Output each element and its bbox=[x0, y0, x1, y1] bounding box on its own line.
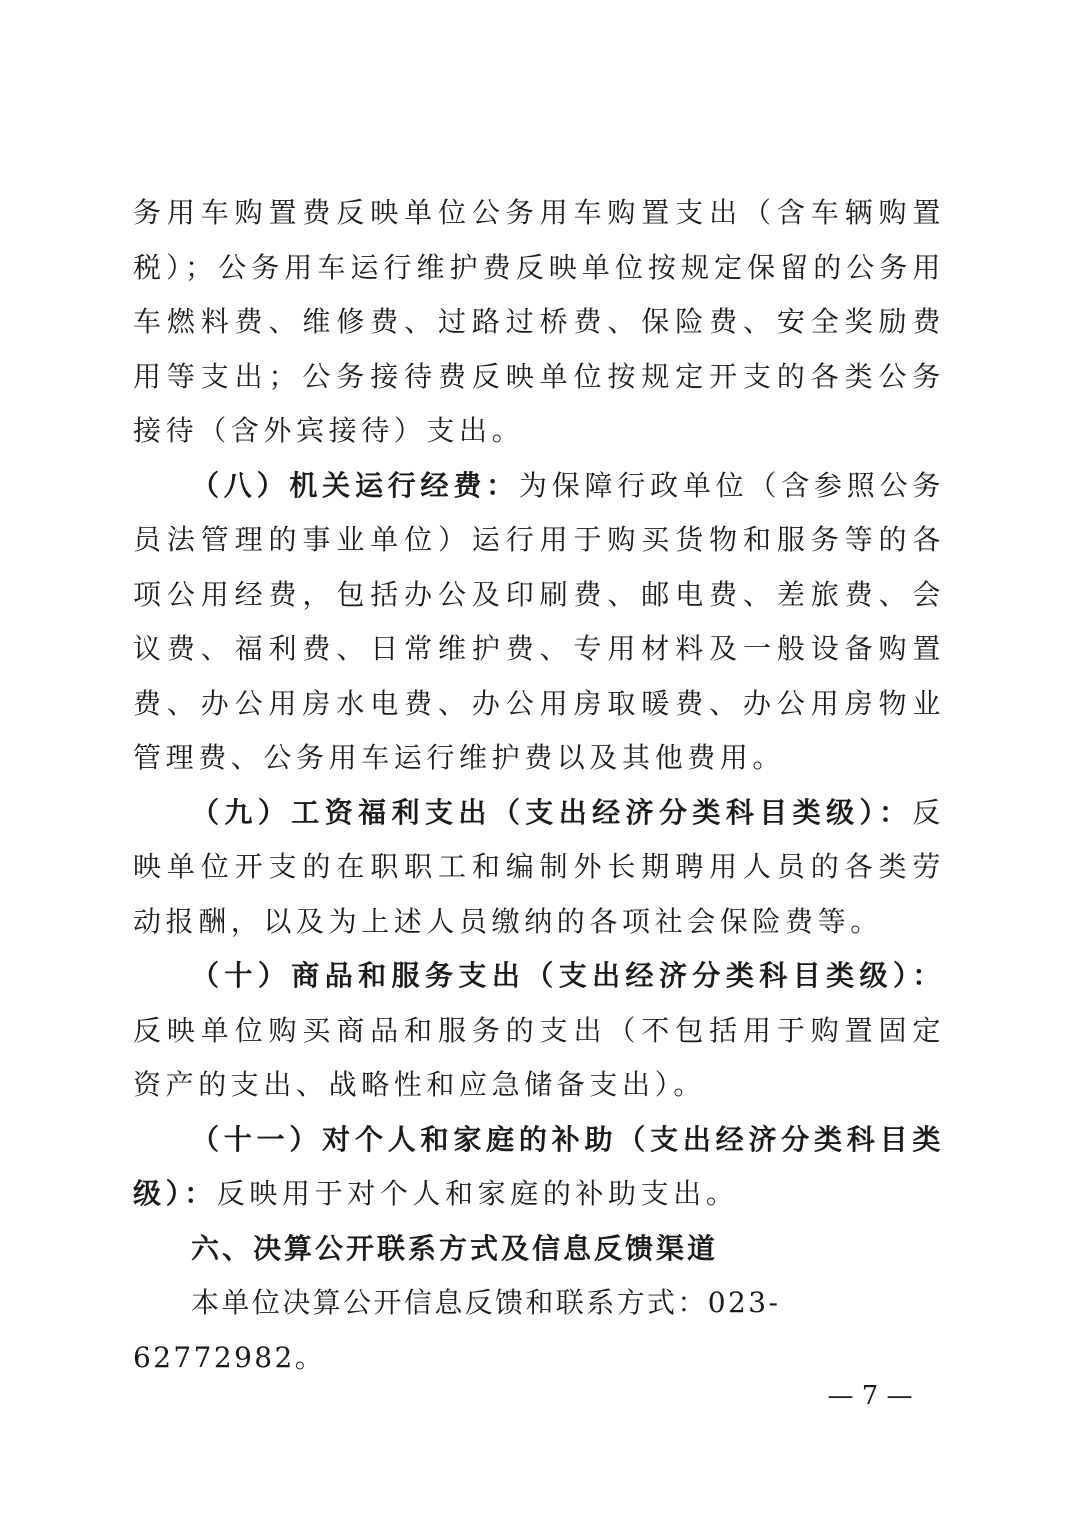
page-number: — 7 — bbox=[827, 1381, 913, 1411]
term-heading-office-operating: （八）机关运行经费： bbox=[191, 468, 519, 502]
term-heading-household-subsidies: （十一）对个人和家庭的补助（支出经济分类科目类级）： bbox=[133, 1122, 945, 1210]
term-heading-goods-services: （十）商品和服务支出（支出经济分类科目类级）： bbox=[191, 959, 945, 992]
paragraph-wage-welfare bbox=[133, 786, 945, 950]
term-definition-goods-services: 反映单位购买商品和服务的支出（不包括用于购置固定资产的支出、战略性和应急储备支出）。 bbox=[133, 1013, 945, 1101]
paragraph-household-subsidies bbox=[133, 1113, 945, 1222]
paragraph-vehicle-expenses: 务用车购置费反映单位公务用车购置支出（含车辆购置税）；公务用车运行维护费反映单位按规定保留的公务用车燃料费、维修费、过路过桥费、保险费、安全奖励费用等支出；公务接待费反映单位按规定开支的各类公务接待（含外宾接待）支出。 bbox=[133, 196, 945, 447]
document-body bbox=[133, 186, 945, 1385]
paragraph-office-operating-expenses bbox=[133, 459, 945, 786]
paragraph-goods-services bbox=[133, 949, 945, 1113]
contact-info: 本单位决算公开信息反馈和联系方式：023-62772982。 bbox=[133, 1286, 781, 1374]
term-definition-wage-welfare: 反映单位开支的在职职工和编制外长期聘用人员的各类劳动报酬，以及为上述人员缴纳的各项社会保险费等。 bbox=[133, 795, 945, 938]
term-definition-office-operating: 为保障行政单位（含参照公务员法管理的事业单位）运行用于购买货物和服务等的各项公用经费，包括办公及印刷费、邮电费、差旅费、会议费、福利费、日常维护费、专用材料及一般设备购置费、办公用房水电费、办公用房取暖费、办公用房物业管理费、公务用车运行维护费以及其他费用。 bbox=[133, 468, 945, 774]
term-heading-wage-welfare: （九）工资福利支出（支出经济分类科目类级）： bbox=[191, 795, 913, 829]
section-heading-contact: 六、决算公开联系方式及信息反馈渠道 bbox=[191, 1231, 719, 1265]
term-definition-household-subsidies: 反映用于对个人和家庭的补助支出。 bbox=[216, 1177, 739, 1210]
